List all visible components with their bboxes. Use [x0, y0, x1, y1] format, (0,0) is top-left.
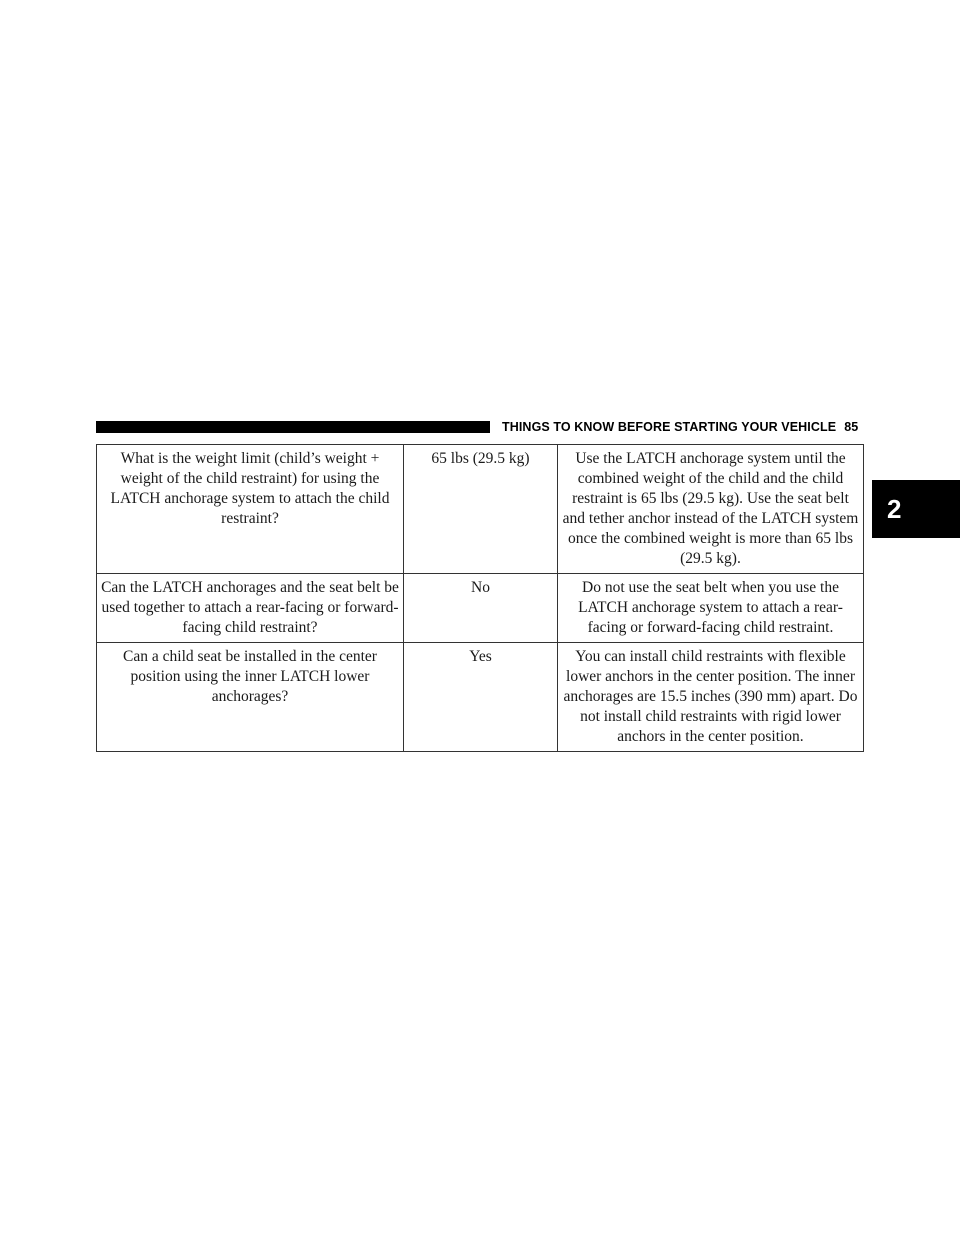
running-header [502, 418, 858, 436]
table-row [97, 445, 864, 574]
answer-cell: Yes [404, 643, 558, 752]
explanation-cell: You can install child restraints with flexible lower anchors in the center position. The inner anchorages are 15.5 inches (390 mm) apart. Do not install child restraints with rigid lower anchors in the center position. [558, 643, 864, 752]
table-row [97, 643, 864, 752]
latch-faq-table [96, 444, 864, 752]
table-row [97, 574, 864, 643]
question-cell: Can the LATCH anchorages and the seat belt be used together to attach a rear-facing or forward-facing child restraint? [97, 574, 404, 643]
explanation-cell: Use the LATCH anchorage system until the combined weight of the child and the child restraint is 65 lbs (29.5 kg). Use the seat belt and tether anchor instead of the LATCH system once the combined weight is more than 65 lbs (29.5 kg). [558, 445, 864, 574]
question-cell: Can a child seat be installed in the center position using the inner LATCH lower anchorages? [97, 643, 404, 752]
page-number: 85 [844, 420, 859, 434]
answer-cell: No [404, 574, 558, 643]
header-rule [96, 421, 490, 433]
chapter-tab: 2 [872, 480, 960, 538]
answer-cell: 65 lbs (29.5 kg) [404, 445, 558, 574]
question-cell: What is the weight limit (child’s weight + weight of the child restraint) for using the LATCH anchorage system to attach the child restraint? [97, 445, 404, 574]
section-title: THINGS TO KNOW BEFORE STARTING YOUR VEHICLE [502, 420, 837, 434]
explanation-cell: Do not use the seat belt when you use the LATCH anchorage system to attach a rear-facing or forward-facing child restraint. [558, 574, 864, 643]
